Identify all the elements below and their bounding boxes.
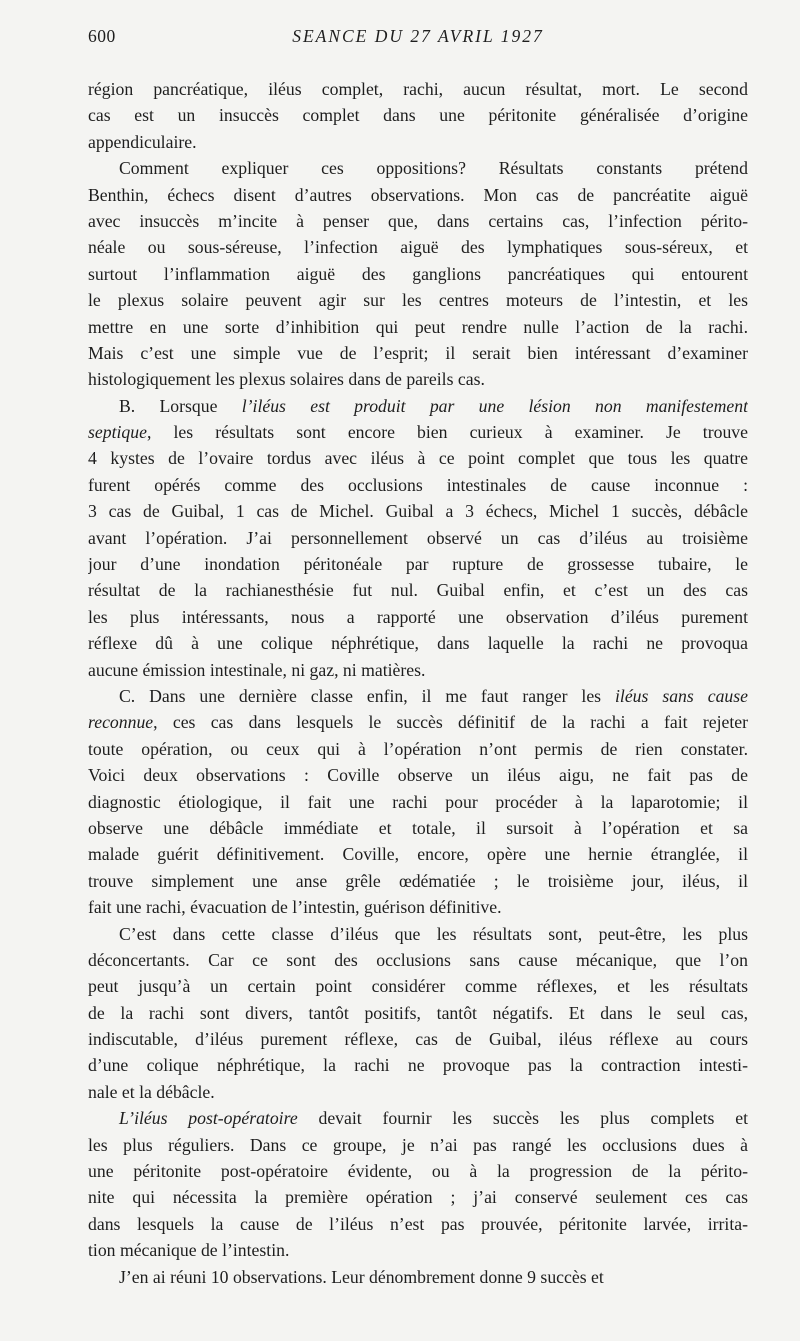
text-line: [88, 1026, 748, 1052]
text-line: [88, 1132, 748, 1158]
line-text: aucune émission intestinale, ni gaz, ni matières.: [88, 659, 426, 680]
line-text: avec insuccès m’incite à penser que, dans certains cas, l’infection périto-: [88, 210, 748, 231]
text-line: [88, 551, 748, 577]
text-line: [88, 129, 748, 155]
line-text: déconcertants. Car ce sont des occlusions sans cause mécanique, que l’on: [88, 949, 748, 970]
text-line: [88, 1264, 748, 1290]
text-line: [88, 393, 748, 419]
body-text: [88, 76, 748, 1290]
text-line: [88, 577, 748, 603]
text-line: [88, 789, 748, 815]
text-line: [88, 234, 748, 260]
line-text: dans lesquels la cause de l’iléus n’est pas prouvée, péritonite larvée, irrita-: [88, 1213, 748, 1234]
text-line: [88, 736, 748, 762]
text-line: [88, 604, 748, 630]
text-line: [88, 76, 748, 102]
text-line: [88, 525, 748, 551]
line-text: les plus intéressants, nous a rapporté une observation d’iléus purement: [88, 606, 748, 627]
text-line: [88, 445, 748, 471]
line-text: une péritonite post-opératoire évidente, ou à la progression de la périto-: [88, 1161, 748, 1182]
text-line: [88, 709, 748, 735]
text-line: [88, 868, 748, 894]
text-line: [88, 155, 748, 181]
line-text: B. Lorsque: [119, 395, 242, 416]
line-text: C. Dans une dernière classe enfin, il me faut ranger les: [119, 685, 615, 706]
page-header: [88, 26, 748, 52]
text-line: [88, 1211, 748, 1237]
line-text: 3 cas de Guibal, 1 cas de Michel. Guibal a 3 échecs, Michel 1 succès, débâcle: [88, 501, 748, 522]
text-line: [88, 921, 748, 947]
text-line: [88, 366, 748, 392]
line-text: histologiquement les plexus solaires dans de pareils cas.: [88, 369, 485, 390]
line-text: avant l’opération. J’ai personnellement observé un cas d’iléus au troisième: [88, 527, 748, 548]
line-text: devait fournir les succès les plus complets et: [297, 1108, 748, 1129]
text-line: [88, 261, 748, 287]
text-line: [88, 1184, 748, 1210]
line-text: surtout l’inflammation aiguë des ganglions pancréatiques qui entourent: [88, 263, 748, 284]
line-text: d’une colique néphrétique, la rachi ne provoque pas la contraction intesti-: [88, 1055, 748, 1076]
text-line: [88, 340, 748, 366]
line-text: C’est dans cette classe d’iléus que les résultats sont, peut-être, les plus: [119, 923, 748, 944]
line-text: 4 kystes de l’ovaire tordus avec iléus à ce point complet que tous les quatre: [88, 448, 748, 469]
line-text: fait une rachi, évacuation de l’intestin, guérison définitive.: [88, 897, 502, 918]
line-text: trouve simplement une anse grêle œdématiée ; le troisième jour, iléus, il: [88, 870, 748, 891]
line-text: nite qui nécessita la première opération ; j’ai conservé seulement ces cas: [88, 1187, 748, 1208]
line-text: malade guérit définitivement. Coville, encore, opère une hernie étranglée, il: [88, 844, 748, 865]
line-text: J’en ai réuni 10 observations. Leur dénombrement donne 9 succès et: [119, 1266, 604, 1287]
text-line: [88, 419, 748, 445]
text-line: [88, 683, 748, 709]
line-text: cas est un insuccès complet dans une péritonite généralisée d’origine: [88, 105, 748, 126]
line-text: néale ou sous-séreuse, l’infection aiguë des lymphatiques sous-séreux, et: [88, 237, 748, 258]
line-text: , ces cas dans lesquels le succès définitif de la rachi a fait rejeter: [153, 712, 748, 733]
line-text: diagnostic étiologique, il fait une rachi pour procéder à la laparotomie; il: [88, 791, 748, 812]
line-text: Benthin, échecs disent d’autres observations. Mon cas de pancréatite aiguë: [88, 184, 748, 205]
text-line: [88, 630, 748, 656]
line-text: indiscutable, d’iléus purement réflexe, cas de Guibal, iléus réflexe au cours: [88, 1029, 748, 1050]
text-line: [88, 472, 748, 498]
text-line: [88, 208, 748, 234]
line-text: nale et la débâcle.: [88, 1081, 215, 1102]
text-line: [88, 102, 748, 128]
line-text: réflexe dû à une colique néphrétique, dans laquelle la rachi ne provoqua: [88, 633, 748, 654]
line-text: jour d’une inondation péritonéale par rupture de grossesse tubaire, le: [88, 554, 748, 575]
line-text: tion mécanique de l’intestin.: [88, 1240, 290, 1261]
text-line: [88, 287, 748, 313]
text-line: [88, 182, 748, 208]
line-text: Mais c’est une simple vue de l’esprit; il serait bien intéressant d’examiner: [88, 342, 748, 363]
line-text: appendiculaire.: [88, 131, 197, 152]
text-line: [88, 498, 748, 524]
text-line: [88, 1237, 748, 1263]
line-text: de la rachi sont divers, tantôt positifs, tantôt négatifs. Et dans le seul cas,: [88, 1002, 748, 1023]
line-text: furent opérés comme des occlusions intestinales de cause inconnue :: [88, 474, 748, 495]
page-number: 600: [88, 26, 116, 46]
line-text: Voici deux observations : Coville observe un iléus aigu, ne fait pas de: [88, 765, 748, 786]
italic-text: reconnue: [88, 712, 154, 733]
text-line: [88, 973, 748, 999]
text-line: [88, 314, 748, 340]
text-line: [88, 894, 748, 920]
text-line: [88, 1079, 748, 1105]
line-text: toute opération, ou ceux qui à l’opération n’ont permis de rien constater.: [88, 738, 748, 759]
text-line: [88, 947, 748, 973]
text-line: [88, 1158, 748, 1184]
text-line: [88, 1052, 748, 1078]
italic-text: septique: [88, 422, 147, 443]
line-text: le plexus solaire peuvent agir sur les centres moteurs de l’intestin, et les: [88, 290, 748, 311]
text-line: [88, 762, 748, 788]
italic-text: iléus sans cause: [615, 685, 748, 706]
text-line: [88, 1105, 748, 1131]
line-text: observe une débâcle immédiate et totale, il sursoit à l’opération et sa: [88, 817, 748, 838]
running-title: SEANCE DU 27 AVRIL 1927: [292, 26, 544, 46]
line-text: les plus réguliers. Dans ce groupe, je n’ai pas rangé les occlusions dues à: [88, 1134, 748, 1155]
text-line: [88, 841, 748, 867]
italic-text: L’iléus post-opératoire: [119, 1108, 298, 1129]
line-text: Comment expliquer ces oppositions? Résultats constants prétend: [119, 158, 748, 179]
text-line: [88, 657, 748, 683]
line-text: région pancréatique, iléus complet, rachi, aucun résultat, mort. Le second: [88, 79, 748, 99]
line-text: , les résultats sont encore bien curieux à examiner. Je trouve: [146, 422, 748, 443]
text-line: [88, 1000, 748, 1026]
line-text: peut jusqu’à un certain point considérer comme réflexes, et les résultats: [88, 976, 748, 997]
line-text: mettre en une sorte d’inhibition qui peut rendre nulle l’action de la rachi.: [88, 316, 748, 337]
text-line: [88, 815, 748, 841]
italic-text: l’iléus est produit par une lésion non manifestement: [241, 395, 748, 416]
line-text: résultat de la rachianesthésie fut nul. Guibal enfin, et c’est un des cas: [88, 580, 748, 601]
